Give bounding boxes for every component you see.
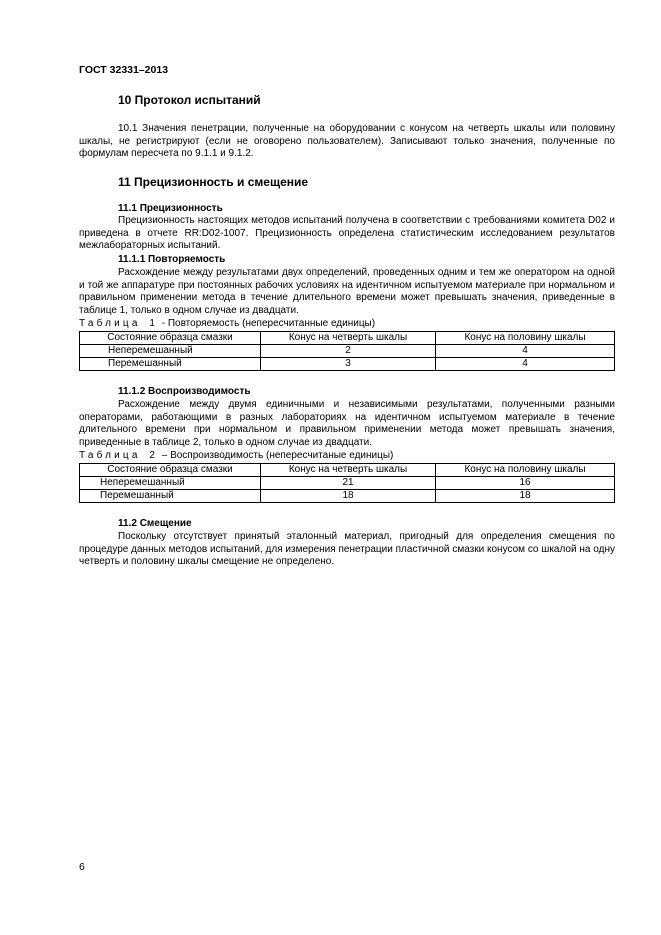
section-11-1-1-title: 11.1.1 Повторяемость <box>118 254 226 265</box>
table-header-cell: Состояние образца смазки <box>80 332 261 345</box>
table-cell: 18 <box>436 490 615 503</box>
table-cell: Перемешанный <box>80 358 261 371</box>
table-1-caption <box>79 318 375 329</box>
section-11-2-paragraph <box>79 531 615 569</box>
section-11-1-text: Прецизионность настоящих методов испытаний получена в соответствии с требованиями комитета D02 и приведена в отчете RR:D02-1007. Прецизионность определена статистическим исследованием результатов межлабораторных испытаний. <box>79 215 615 252</box>
table-cell: Неперемешанный <box>80 345 261 358</box>
table-row <box>80 490 615 503</box>
table-header-cell: Конус на половину шкалы <box>436 332 615 345</box>
section-11-1-1-text: Расхождение между результатами двух определений, проведенных одним и тем же оператором на одной и той же аппаратуре при постоянных рабочих условиях на идентичном испытуемом материале при нормальном и правильном применении метода в течение длительного времени может превышать значения, приведенные в таблице 1, только в одном случае из двадцати. <box>79 267 615 316</box>
table-cell: 3 <box>261 358 436 371</box>
standard-header: ГОСТ 32331–2013 <box>79 64 169 76</box>
table-cell: Неперемешанный <box>80 477 261 490</box>
table-header-cell: Конус на четверть шкалы <box>261 464 436 477</box>
section-11-1-2-paragraph <box>79 399 615 449</box>
section-10-1-text: 10.1 Значения пенетрации, полученные на оборудовании с конусом на четверть шкалы или половину шкалы, не регистрируют (если не оговорено пользователем). Записывают только значения, полученные по формулам пересчета по 9.1.1 и 9.1.2. <box>79 123 615 160</box>
table-cell: 18 <box>261 490 436 503</box>
table-2-caption-num: 2 <box>149 450 155 461</box>
table-1-caption-text: - Повторяемость (непересчитанные единицы) <box>161 318 376 329</box>
section-11-1-title: 11.1 Прецизионность <box>118 203 223 214</box>
section-11-2-title: 11.2 Смещение <box>118 518 192 529</box>
table-cell: 4 <box>436 345 615 358</box>
table-header-row <box>80 464 615 477</box>
table-cell: 16 <box>436 477 615 490</box>
table-2-caption-word: Таблица <box>79 450 141 461</box>
section-11-1-2-title: 11.1.2 Воспроизводимость <box>118 386 251 397</box>
page-number: 6 <box>79 861 85 873</box>
section-11-1-1-paragraph <box>79 267 615 317</box>
table-1 <box>79 331 615 371</box>
section-10-title: 10 Протокол испытаний <box>118 93 261 107</box>
table-row <box>80 345 615 358</box>
table-cell: Перемешанный <box>80 490 261 503</box>
table-header-cell: Конус на половину шкалы <box>436 464 615 477</box>
section-11-2-text: Поскольку отсутствует принятый эталонный материал, пригодный для определения смещения по процедуре данных методов испытаний, для измерения пенетрации пластичной смазки конусом со шкалой на одну четверть и половину шкалы смещение не определено. <box>79 531 615 568</box>
table-cell: 4 <box>436 358 615 371</box>
table-row <box>80 358 615 371</box>
table-header-cell: Конус на четверть шкалы <box>261 332 436 345</box>
section-10-1-paragraph <box>79 123 615 161</box>
table-1-caption-word: Таблица <box>79 318 141 329</box>
table-cell: 21 <box>261 477 436 490</box>
section-11-title: 11 Прецизионность и смещение <box>118 175 309 189</box>
table-cell: 2 <box>261 345 436 358</box>
section-11-1-2-text: Расхождение между двумя единичными и независимыми результатами, полученными разными операторами, работающими в разных лабораториях на идентичном испытуемом материале в течение длительного времени при нормальном и правильном применении метода может превышать значения, приведенные в таблице 2, только в одном случае из двадцати. <box>79 399 615 448</box>
table-2-caption-text: – Воспроизводимость (непересчитаные единицы) <box>161 450 394 461</box>
table-header-row <box>80 332 615 345</box>
table-header-cell: Состояние образца смазки <box>80 464 261 477</box>
table-2-caption <box>79 450 393 461</box>
table-2 <box>79 463 615 503</box>
table-1-caption-num: 1 <box>149 318 155 329</box>
table-row <box>80 477 615 490</box>
section-11-1-paragraph <box>79 215 615 253</box>
